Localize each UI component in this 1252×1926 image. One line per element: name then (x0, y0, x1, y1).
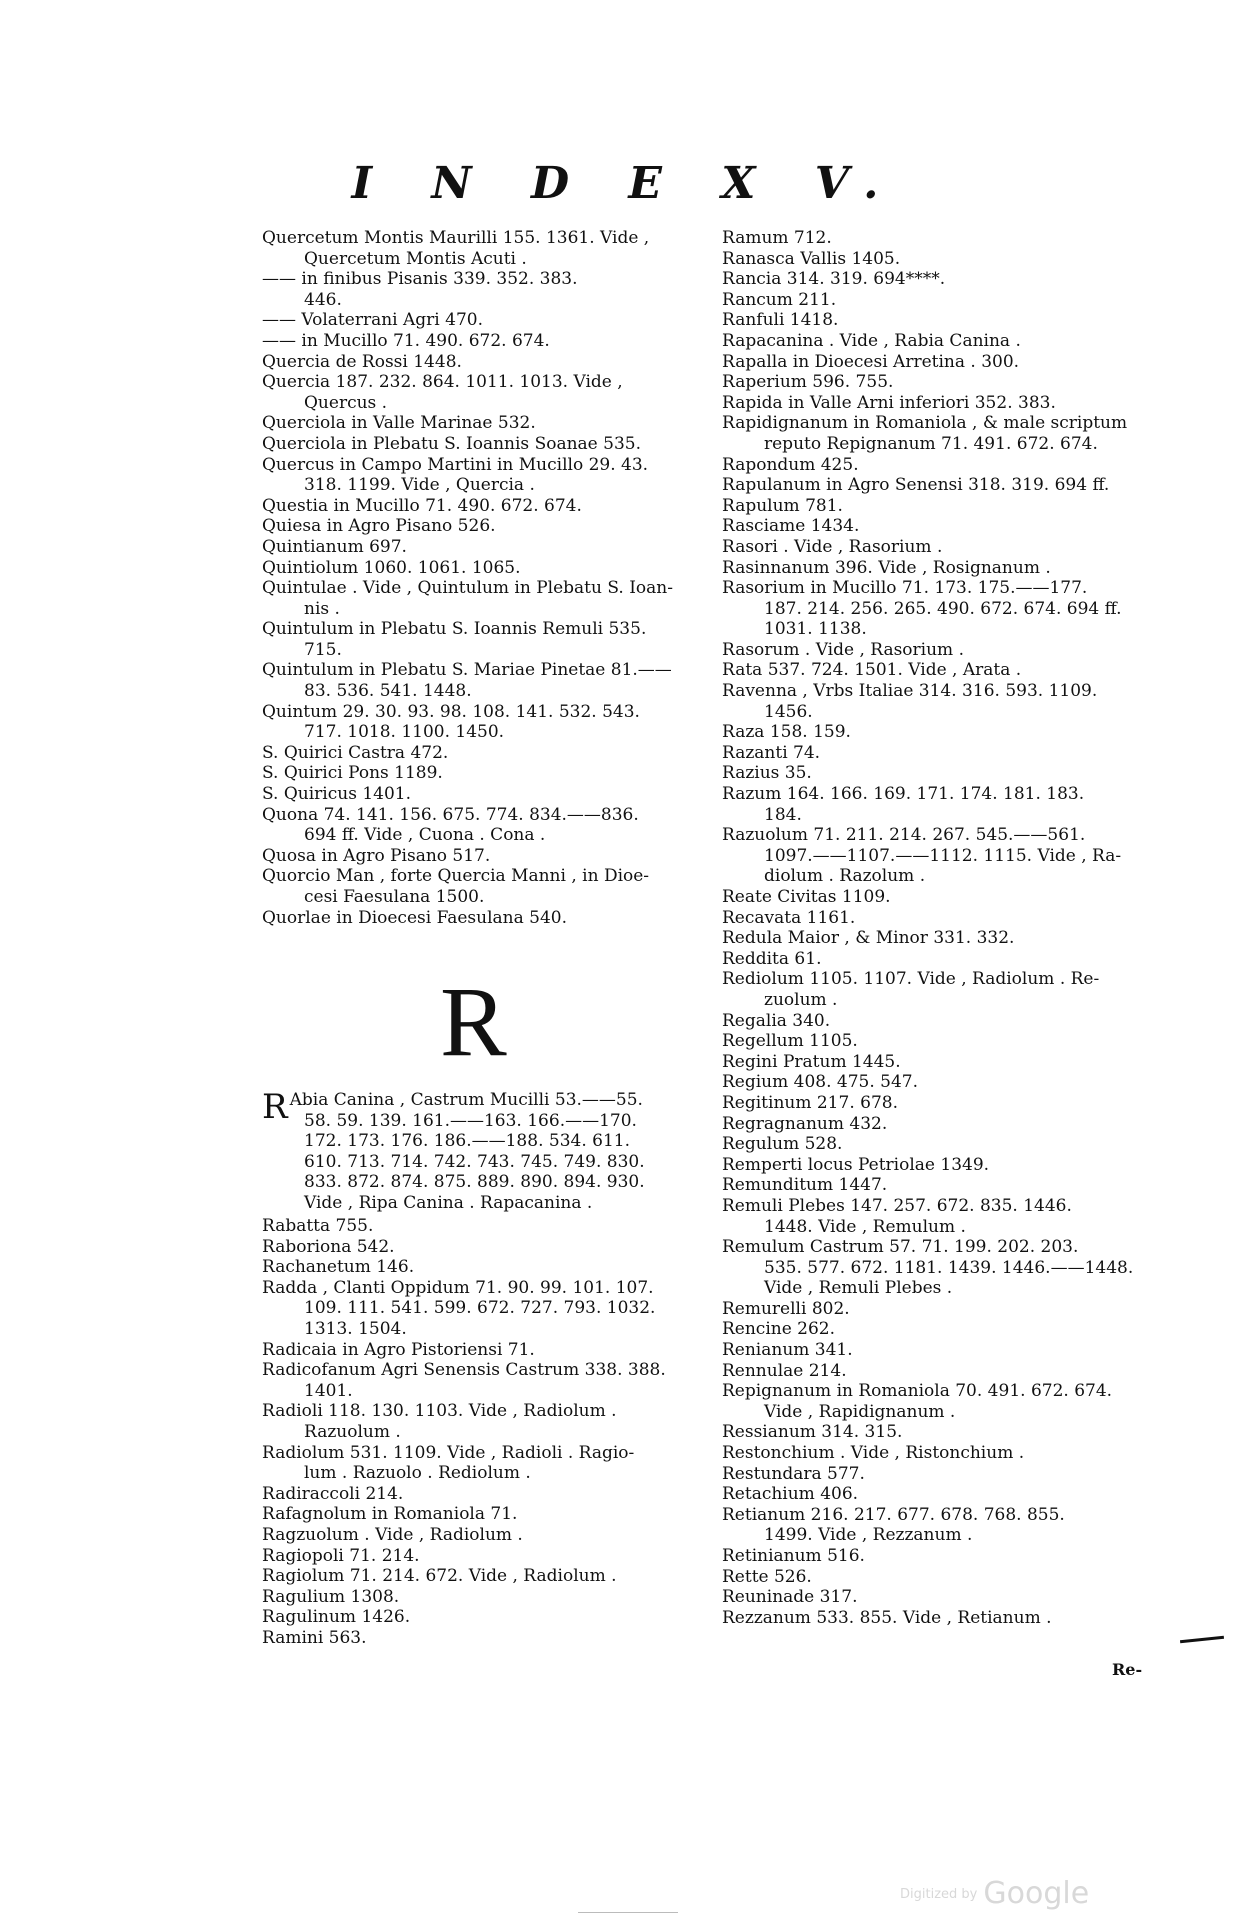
index-entry (722, 1072, 1170, 1093)
index-entry (262, 331, 708, 352)
index-entry-line: Regragnanum 432. (722, 1113, 888, 1134)
index-entry-continuation: 83. 536. 541. 1448. (304, 681, 472, 702)
index-entry (262, 866, 708, 907)
index-entry (722, 784, 1170, 825)
index-entry-line: S. Quirici Pons 1189. (262, 763, 443, 784)
index-entry-continuation: 715. (304, 639, 342, 660)
index-entry (722, 578, 1170, 640)
index-entry (722, 1237, 1170, 1299)
index-entry-line: Remulum Castrum 57. 71. 199. 202. 203. (722, 1237, 1079, 1258)
index-entry-line: Rapulanum in Agro Senensi 318. 319. 694 ff. (722, 475, 1110, 496)
index-entry (722, 1052, 1170, 1073)
index-entry-line: Redula Maior , & Minor 331. 332. (722, 928, 1015, 949)
index-entry-line: Regium 408. 475. 547. (722, 1072, 919, 1093)
index-entry (722, 928, 1170, 949)
index-entry-line: Rancum 211. (722, 289, 837, 310)
index-entry (722, 1484, 1170, 1505)
index-entry-line: Rapidignanum in Romaniola , & male scriptum (722, 413, 1128, 434)
index-entry-line: Rasorium in Mucillo 71. 173. 175.——177. (722, 578, 1088, 599)
index-entry-line: Ranfuli 1418. (722, 310, 839, 331)
index-entry (262, 310, 708, 331)
index-entry-continuation: 184. (764, 804, 802, 825)
index-entry (722, 352, 1170, 373)
index-entry-line: Rafagnolum in Romaniola 71. (262, 1504, 518, 1525)
index-entry-line: Razanti 74. (722, 742, 821, 763)
index-entry-line: Quercetum Montis Maurilli 155. 1361. Vide , (262, 228, 650, 248)
index-entry-line: Quorcio Man , forte Quercia Manni , in Dioe- (262, 866, 650, 887)
index-entry (722, 1587, 1170, 1608)
index-entry-line: Ramum 712. (722, 228, 832, 248)
index-entry (262, 846, 708, 867)
dropcap-cont-line: 58. 59. 139. 161.——163. 166.——170. (304, 1110, 637, 1131)
index-entry-continuation: 717. 1018. 1100. 1450. (304, 722, 505, 743)
index-entry-line: Rapalla in Dioecesi Arretina . 300. (722, 351, 1020, 372)
page-title: I N D E X V. (351, 158, 901, 209)
index-entry (262, 496, 708, 517)
index-entry-line: Regini Pratum 1445. (722, 1051, 901, 1072)
index-entry-line: Razuolum 71. 211. 214. 267. 545.——561. (722, 825, 1086, 846)
index-entry-continuation: Quercus . (304, 392, 388, 413)
index-entry-line: Regalia 340. (722, 1010, 831, 1031)
dropcap-cont-line: Vide , Ripa Canina . Rapacanina . (304, 1192, 593, 1213)
index-entry (722, 1361, 1170, 1382)
index-entry-line: Remperti locus Petriolae 1349. (722, 1154, 990, 1175)
dropcap-first-line: Abia Canina , Castrum Mucilli 53.——55. (289, 1090, 643, 1110)
index-entry-line: Quercia 187. 232. 864. 1011. 1013. Vide , (262, 372, 623, 393)
index-entry (722, 269, 1170, 290)
catchword: Re- (1112, 1660, 1143, 1679)
index-entry (722, 331, 1170, 352)
index-entry (722, 372, 1170, 393)
index-entry-continuation: 1031. 1138. (764, 619, 867, 640)
index-entry-line: Rapulum 781. (722, 495, 843, 516)
index-entry-continuation: 694 ff. Vide , Cuona . Cona . (304, 825, 546, 846)
index-entry (262, 228, 708, 269)
section-letter: R (440, 966, 507, 1077)
index-entry-line: Ressianum 314. 315. (722, 1422, 903, 1443)
index-entry (722, 1093, 1170, 1114)
index-entry (722, 558, 1170, 579)
index-entry-line: Ramini 563. (262, 1627, 367, 1648)
dropcap-letter: R (262, 1087, 288, 1127)
index-entry-line: Regellum 1105. (722, 1031, 858, 1052)
index-entry-line: Renianum 341. (722, 1340, 853, 1361)
index-entry-line: Regitinum 217. 678. (722, 1092, 898, 1113)
index-entry (722, 413, 1170, 454)
index-entry (722, 1031, 1170, 1052)
index-entry-continuation: diolum . Razolum . (764, 866, 926, 887)
index-entry-continuation: reputo Repignanum 71. 491. 672. 674. (764, 433, 1098, 454)
index-entry-line: Radioli 118. 130. 1103. Vide , Radiolum . (262, 1401, 617, 1422)
index-entry-line: Raperium 596. 755. (722, 372, 894, 393)
index-entry-line: Ragiopoli 71. 214. (262, 1545, 420, 1566)
index-entry (722, 475, 1170, 496)
index-entry (262, 558, 708, 579)
index-entry (722, 290, 1170, 311)
index-entry-line: Reuninade 317. (722, 1587, 858, 1608)
index-entry-line: —— in finibus Pisanis 339. 352. 383. (262, 269, 578, 290)
index-entry-line: Rata 537. 724. 1501. Vide , Arata . (722, 660, 1022, 681)
index-entry-line: Regulum 528. (722, 1134, 843, 1155)
bottom-rule (578, 1912, 678, 1913)
index-entry-line: Rachanetum 146. (262, 1257, 415, 1278)
index-entry (262, 413, 708, 434)
index-entry-line: Radda , Clanti Oppidum 71. 90. 99. 101. 107. (262, 1277, 654, 1298)
index-entry (722, 1175, 1170, 1196)
index-entry (722, 1299, 1170, 1320)
index-entry (262, 1628, 708, 1649)
index-entry (722, 1340, 1170, 1361)
index-entry-continuation: 109. 111. 541. 599. 672. 727. 793. 1032. (304, 1298, 656, 1319)
index-entry-line: Quercus in Campo Martini in Mucillo 29. 43. (262, 454, 649, 475)
index-entry-continuation: 1448. Vide , Remulum . (764, 1216, 966, 1237)
index-left-column-top (262, 228, 708, 928)
index-entry-line: Raboriona 542. (262, 1236, 395, 1257)
index-entry-line: Rette 526. (722, 1566, 812, 1587)
index-entry (262, 1360, 708, 1401)
index-entry-line: —— Volaterrani Agri 470. (262, 310, 483, 331)
index-entry-line: Radicofanum Agri Senensis Castrum 338. 388. (262, 1360, 666, 1381)
index-entry-continuation: 187. 214. 256. 265. 490. 672. 674. 694 ff. (764, 598, 1122, 619)
index-entry-line: Restundara 577. (722, 1463, 865, 1484)
index-entry (722, 660, 1170, 681)
dropcap-cont-line: 172. 173. 176. 186.——188. 534. 611. (304, 1131, 630, 1152)
index-entry-line: Ravenna , Vrbs Italiae 314. 316. 593. 1109. (722, 681, 1098, 702)
index-entry (722, 249, 1170, 270)
index-entry (722, 537, 1170, 558)
index-entry-line: Razum 164. 166. 169. 171. 174. 181. 183. (722, 784, 1085, 805)
dropcap-cont-line: 833. 872. 874. 875. 889. 890. 894. 930. (304, 1172, 645, 1193)
index-entry (262, 1257, 708, 1278)
index-entry-line: Quintulum in Plebatu S. Mariae Pinetae 81.—— (262, 660, 672, 681)
index-entry (722, 228, 1170, 249)
index-entry-continuation: Quercetum Montis Acuti . (304, 248, 527, 269)
index-entry-line: Retachium 406. (722, 1484, 859, 1505)
index-entry (722, 496, 1170, 517)
index-entry (722, 1443, 1170, 1464)
index-entry-continuation: Vide , Rapidignanum . (764, 1401, 956, 1422)
index-entry (722, 1464, 1170, 1485)
index-entry (722, 1546, 1170, 1567)
index-entry (262, 1340, 708, 1361)
index-entry-line: Reate Civitas 1109. (722, 887, 891, 907)
index-entry-continuation: 1097.——1107.——1112. 1115. Vide , Ra- (764, 845, 1122, 866)
index-entry-continuation: Vide , Remuli Plebes . (764, 1278, 953, 1299)
index-entry (722, 1134, 1170, 1155)
index-entry (262, 269, 708, 310)
dropcap-cont-line: 610. 713. 714. 742. 743. 745. 749. 830. (304, 1151, 645, 1172)
index-entry-line: Quona 74. 141. 156. 675. 774. 834.——836. (262, 804, 639, 825)
index-entry-line: Rapida in Valle Arni inferiori 352. 383. (722, 392, 1056, 413)
index-entry (262, 908, 708, 929)
index-entry-line: Quorlae in Dioecesi Faesulana 540. (262, 907, 568, 928)
index-entry (722, 310, 1170, 331)
watermark-prefix: Digitized by (900, 1887, 978, 1902)
index-entry-continuation: cesi Faesulana 1500. (304, 887, 485, 907)
ink-mark (1180, 1636, 1224, 1644)
index-entry (262, 1237, 708, 1258)
index-entry-line: Ranasca Vallis 1405. (722, 248, 901, 269)
index-entry (722, 1381, 1170, 1422)
index-entry-continuation: 1401. (304, 1380, 353, 1401)
index-entry-line: Retinianum 516. (722, 1546, 865, 1566)
index-entry-line: Retianum 216. 217. 677. 678. 768. 855. (722, 1504, 1065, 1525)
index-entry (262, 1587, 708, 1608)
index-entry-line: Radicaia in Agro Pistoriensi 71. (262, 1339, 535, 1360)
index-entry (722, 1011, 1170, 1032)
index-entry (262, 578, 708, 619)
index-entry-line: Querciola in Plebatu S. Ioannis Soanae 535. (262, 433, 641, 454)
index-entry-line: Ragulium 1308. (262, 1586, 400, 1607)
index-entry (722, 887, 1170, 908)
index-entry-line: Raza 158. 159. (722, 722, 851, 743)
index-entry-line: Rapacanina . Vide , Rabia Canina . (722, 330, 1021, 351)
index-entry-line: Questia in Mucillo 71. 490. 672. 674. (262, 495, 582, 516)
index-entry (722, 1567, 1170, 1588)
index-entry-line: Rezzanum 533. 855. Vide , Retianum . (722, 1607, 1052, 1628)
watermark-brand: Google (983, 1876, 1090, 1911)
index-entry-line: Rabatta 755. (262, 1216, 374, 1236)
index-entry-line: Ragulinum 1426. (262, 1607, 411, 1628)
digitized-watermark (900, 1876, 1089, 1911)
index-entry (262, 702, 708, 743)
index-entry (262, 1525, 708, 1546)
index-entry-line: Quintulum in Plebatu S. Ioannis Remuli 535. (262, 619, 647, 640)
index-entry-continuation: 318. 1199. Vide , Quercia . (304, 475, 535, 496)
index-entry-line: Remunditum 1447. (722, 1175, 888, 1196)
index-entry-line: Quiesa in Agro Pisano 526. (262, 516, 496, 537)
index-entry (262, 1443, 708, 1484)
index-entry (262, 1546, 708, 1567)
index-entry (722, 1196, 1170, 1237)
index-entry-line: Remuli Plebes 147. 257. 672. 835. 1446. (722, 1195, 1072, 1216)
index-entry (262, 805, 708, 846)
index-entry (722, 908, 1170, 929)
index-entry-line: S. Quirici Castra 472. (262, 742, 449, 763)
index-entry (262, 1216, 708, 1237)
index-entry (262, 619, 708, 660)
index-entry (262, 1484, 708, 1505)
index-entry-line: Quintum 29. 30. 93. 98. 108. 141. 532. 543. (262, 701, 640, 722)
index-entry-continuation: zuolum . (764, 989, 838, 1010)
index-entry-line: Reddita 61. (722, 948, 822, 969)
index-entry (722, 1319, 1170, 1340)
index-right-column (722, 228, 1170, 1628)
index-entry-line: Restonchium . Vide , Ristonchium . (722, 1443, 1025, 1464)
index-entry-line: Rasciame 1434. (722, 516, 860, 537)
index-entry-line: Rasori . Vide , Rasorium . (722, 536, 943, 557)
index-entry-line: Razius 35. (722, 763, 812, 784)
index-entry-line: Ragzuolum . Vide , Radiolum . (262, 1524, 523, 1545)
index-entry (722, 1608, 1170, 1629)
index-entry-line: Ragiolum 71. 214. 672. Vide , Radiolum . (262, 1566, 617, 1587)
index-entry-line: Remurelli 802. (722, 1298, 850, 1319)
index-entry (722, 743, 1170, 764)
index-entry-line: Rediolum 1105. 1107. Vide , Radiolum . Re- (722, 969, 1100, 990)
index-entry (262, 455, 708, 496)
index-entry-line: Rancia 314. 319. 694****. (722, 269, 946, 290)
index-entry (722, 969, 1170, 1010)
index-entry-continuation: lum . Razuolo . Rediolum . (304, 1463, 531, 1484)
index-entry (262, 434, 708, 455)
index-entry (262, 516, 708, 537)
index-entry (262, 743, 708, 764)
index-entry-line: Rencine 262. (722, 1319, 836, 1340)
index-entry (722, 640, 1170, 661)
index-entry-line: S. Quiricus 1401. (262, 784, 411, 805)
index-entry (262, 537, 708, 558)
index-entry (722, 825, 1170, 887)
index-entry-line: Radiolum 531. 1109. Vide , Radioli . Ragio- (262, 1442, 635, 1463)
index-entry-line: Quintianum 697. (262, 536, 407, 557)
index-entry-continuation: 1456. (764, 701, 813, 722)
index-entry-line: Rapondum 425. (722, 454, 859, 475)
index-entry (262, 763, 708, 784)
index-entry-line: Quintiolum 1060. 1061. 1065. (262, 557, 521, 578)
index-entry-line: Quosa in Agro Pisano 517. (262, 845, 491, 866)
index-entry-line: Recavata 1161. (722, 907, 856, 928)
index-entry-continuation: nis . (304, 598, 340, 619)
index-entry (722, 1422, 1170, 1443)
index-entry-continuation: 446. (304, 289, 342, 310)
index-entry-line: Rasinnanum 396. Vide , Rosignanum . (722, 557, 1051, 578)
index-entry (262, 1566, 708, 1587)
index-entry (722, 516, 1170, 537)
index-entry-line: Rasorum . Vide , Rasorium . (722, 639, 964, 660)
index-entry (722, 681, 1170, 722)
index-entry-continuation: 535. 577. 672. 1181. 1439. 1446.——1448. (764, 1257, 1134, 1278)
index-entry (262, 1504, 708, 1525)
index-entry-line: Querciola in Valle Marinae 532. (262, 413, 536, 434)
index-entry-continuation: 1499. Vide , Rezzanum . (764, 1525, 973, 1546)
index-entry-line: Radiraccoli 214. (262, 1483, 404, 1504)
index-entry (722, 949, 1170, 970)
index-entry (262, 352, 708, 373)
index-entry (722, 1114, 1170, 1135)
index-entry (722, 763, 1170, 784)
index-entry (262, 1278, 708, 1340)
index-entry (262, 372, 708, 413)
index-entry (722, 722, 1170, 743)
index-entry (722, 1505, 1170, 1546)
index-entry-line: Quercia de Rossi 1448. (262, 351, 462, 372)
index-entry-line: —— in Mucillo 71. 490. 672. 674. (262, 330, 550, 351)
index-entry-continuation: 1313. 1504. (304, 1318, 407, 1339)
index-entry (262, 1401, 708, 1442)
index-entry (722, 1155, 1170, 1176)
index-entry (262, 1607, 708, 1628)
index-entry (262, 660, 708, 701)
index-left-column-bottom (262, 1216, 708, 1648)
index-entry-continuation: Razuolum . (304, 1421, 401, 1442)
index-entry-line: Repignanum in Romaniola 70. 491. 672. 674. (722, 1381, 1113, 1402)
index-entry (722, 393, 1170, 414)
index-entry (262, 784, 708, 805)
index-entry-line: Quintulae . Vide , Quintulum in Plebatu S. Ioan- (262, 578, 673, 599)
index-entry-line: Rennulae 214. (722, 1360, 847, 1381)
dropcap-entry (262, 1087, 708, 1214)
index-entry (722, 455, 1170, 476)
